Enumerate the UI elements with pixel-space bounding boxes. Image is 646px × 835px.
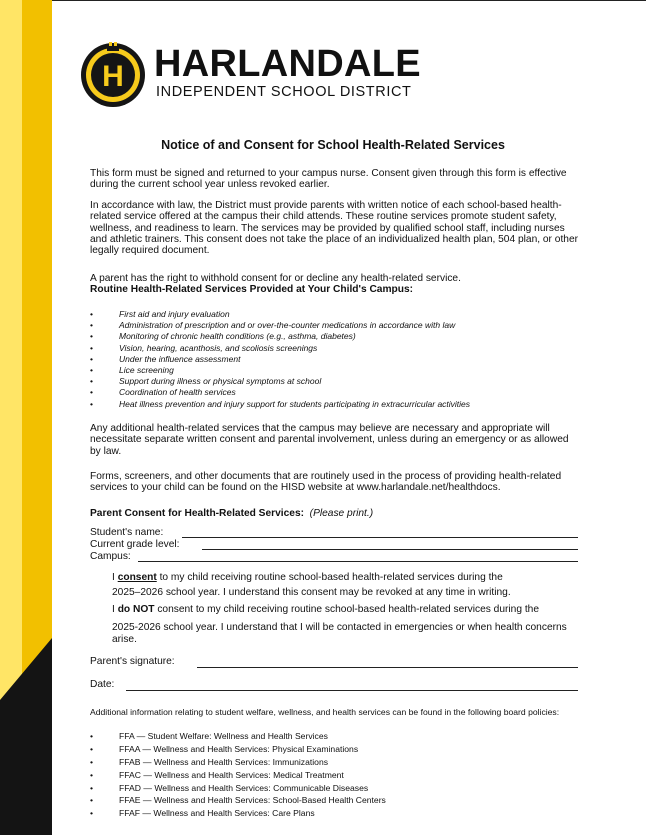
bullet-icon: • xyxy=(90,731,94,741)
campus-label: Campus: xyxy=(90,551,131,562)
bullet-icon: • xyxy=(90,320,93,331)
grade-level-field[interactable] xyxy=(202,549,578,550)
list-item: • FFAB — Wellness and Health Services: Immunizations xyxy=(90,756,329,767)
additional-services-paragraph: Any additional health-related services that the campus may believe are necessary and appropriate will necessitate separate written consent and parental involvement, unless during an emergency or as allowed by law. xyxy=(90,423,569,457)
intro-paragraph-2: In accordance with law, the District must provide parents with written notice of each school-based health-related service offered at the campus their child attends. These routine services promote student safety, wellness, and readiness to learn. The services may be provided by qualified school staff, including nurses and athletic trainers. This consent does not take the place of an individualized health plan, 504 plan, or other legally required document. xyxy=(90,200,578,257)
district-logo xyxy=(80,40,421,110)
campus-field[interactable] xyxy=(138,561,578,562)
bullet-icon: • xyxy=(90,769,94,780)
list-item: • FFA — Student Welfare: Wellness and Health Services xyxy=(90,731,328,741)
parent-consent-heading: Parent Consent for Health-Related Services: (Please print.) xyxy=(90,508,374,519)
bullet-icon: • xyxy=(90,376,93,387)
decline-option[interactable]: I do NOT consent to my child receiving routine school-based health-related services during the xyxy=(112,604,539,615)
consent-option[interactable]: I consent to my child receiving routine school-based health-related services during the xyxy=(112,572,503,583)
decorative-side-stripe xyxy=(0,0,52,835)
bullet-icon: • xyxy=(90,795,94,806)
bullet-icon: • xyxy=(90,353,93,364)
intro-paragraph-1: This form must be signed and returned to your campus nurse. Consent given through this form is effective during the current school year unless revoked earlier. xyxy=(90,168,567,191)
bullet-icon: • xyxy=(90,331,93,342)
list-item: • Monitoring of chronic health conditions (e.g., asthma, diabetes) xyxy=(90,331,356,342)
date-field[interactable] xyxy=(126,690,578,691)
bullet-icon: • xyxy=(90,364,93,375)
list-item: • Support during illness or physical symptoms at school xyxy=(90,376,322,387)
consent-emphasis: consent xyxy=(117,572,157,583)
list-item: • FFAD — Wellness and Health Services: Communicable Diseases xyxy=(90,782,369,793)
list-item: • Lice screening xyxy=(90,364,174,375)
parent-signature-label: Parent's signature: xyxy=(90,656,175,667)
bullet-icon: • xyxy=(90,782,94,793)
list-item: • Under the influence assessment xyxy=(90,353,241,364)
services-list xyxy=(90,309,590,410)
board-policies-intro: Additional information relating to student welfare, wellness, and health services can be found in the following board policies: xyxy=(90,707,560,717)
district-badge-icon xyxy=(80,42,146,108)
student-name-label: Student's name: xyxy=(90,527,164,538)
bullet-icon: • xyxy=(90,342,93,353)
list-item: • Administration of prescription and or over-the-counter medications in accordance with law xyxy=(90,320,456,331)
list-item: • Vision, hearing, acanthosis, and scoliosis screenings xyxy=(90,342,318,353)
decline-option-line2: 2025-2026 school year. I understand that I will be contacted in emergencies or when health concerns arise. xyxy=(112,622,567,645)
list-item: • FFAA — Wellness and Health Services: Physical Examinations xyxy=(90,743,359,754)
list-item: • Heat illness prevention and injury support for students participating in extracurricular activities xyxy=(90,398,471,409)
parent-signature-field[interactable] xyxy=(197,667,578,668)
services-heading: Routine Health-Related Services Provided at Your Child's Campus: xyxy=(90,284,414,295)
bullet-icon: • xyxy=(90,309,93,319)
bullet-icon: • xyxy=(90,743,94,754)
list-item: • FFAC — Wellness and Health Services: Medical Treatment xyxy=(90,769,344,780)
date-label: Date: xyxy=(90,679,115,690)
board-policies-list xyxy=(90,730,590,820)
grade-level-label: Current grade level: xyxy=(90,539,180,550)
bullet-icon: • xyxy=(90,387,93,398)
district-subtitle: INDEPENDENT SCHOOL DISTRICT xyxy=(156,84,412,100)
forms-paragraph: Forms, screeners, and other documents that are routinely used in the process of providing health-related services to your child can be found on the HISD website at www.harlandale.net/healthdocs. xyxy=(90,471,562,494)
list-item: • FFAE — Wellness and Health Services: School-Based Health Centers xyxy=(90,795,386,806)
list-item: • FFAF — Wellness and Health Services: Care Plans xyxy=(90,808,315,819)
bullet-icon: • xyxy=(90,398,93,409)
list-item: • Coordination of health services xyxy=(90,387,236,398)
student-name-field[interactable] xyxy=(182,537,578,538)
page-title: Notice of and Consent for School Health-Related Services xyxy=(161,138,505,152)
right-to-withhold: A parent has the right to withhold consent for or decline any health-related service. xyxy=(90,273,461,284)
bullet-icon: • xyxy=(90,808,94,819)
list-item: • First aid and injury evaluation xyxy=(90,309,230,319)
decline-emphasis: do NOT xyxy=(117,604,155,615)
bullet-icon: • xyxy=(90,756,94,767)
consent-option-line2: 2025–2026 school year. I understand this consent may be revoked at any time in writing. xyxy=(112,587,511,598)
page-top-border xyxy=(0,0,646,1)
badge-letter: H xyxy=(102,60,124,93)
district-name: HARLANDALE xyxy=(154,43,421,85)
